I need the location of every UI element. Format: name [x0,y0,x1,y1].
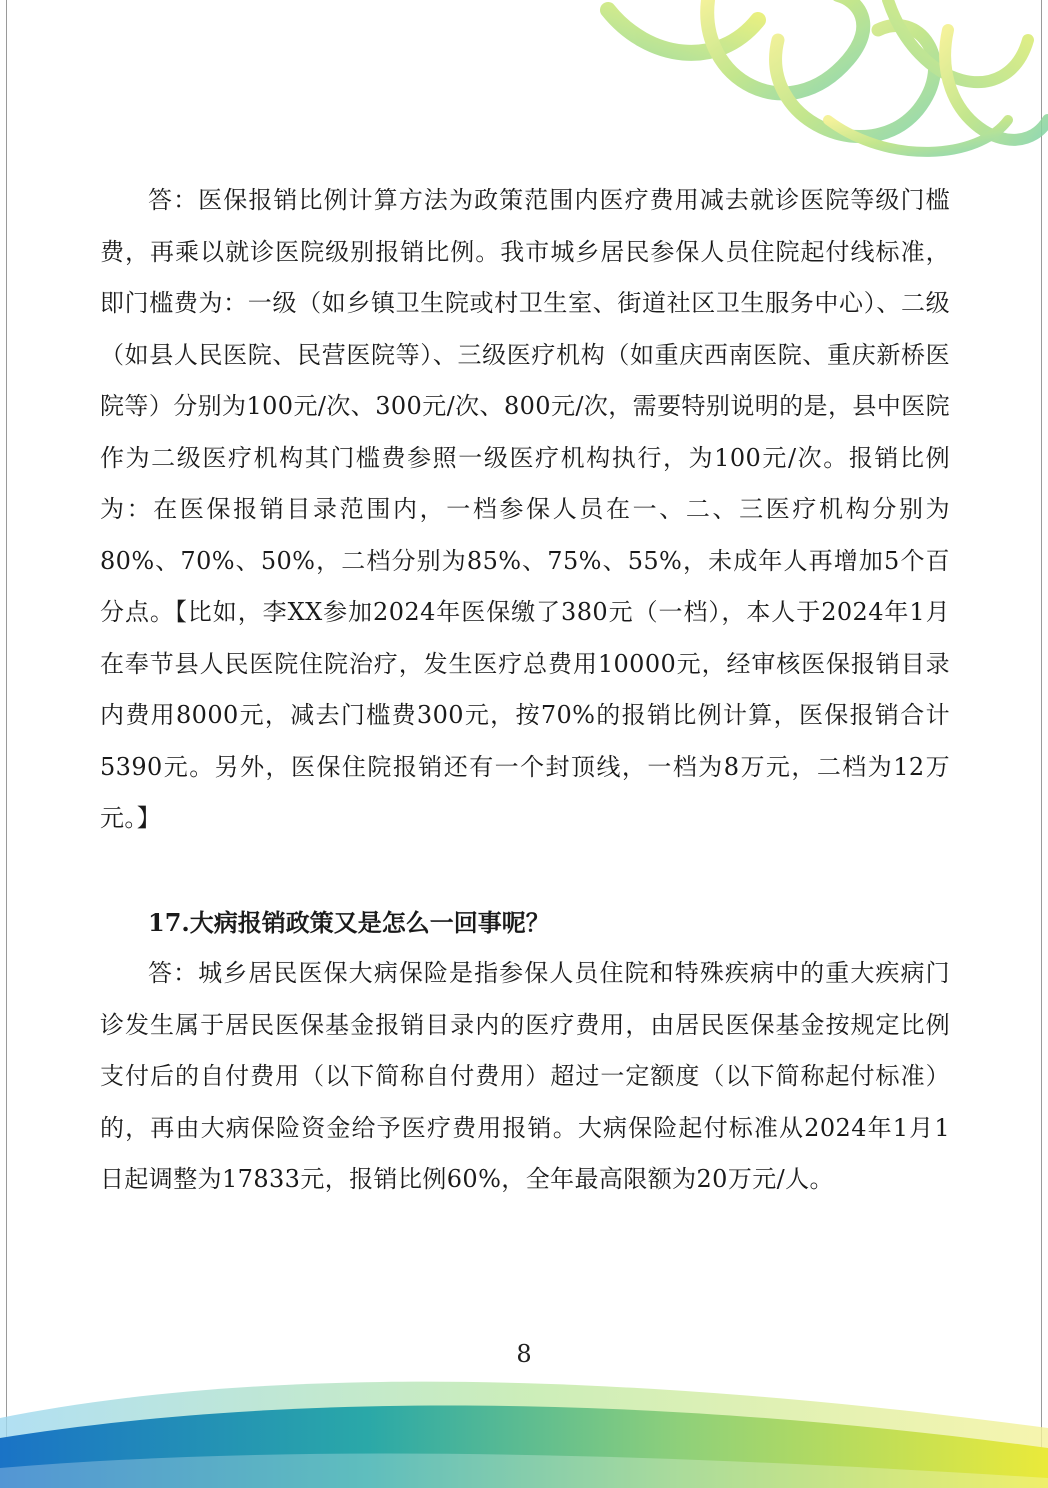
answer-16-paragraph: 答：医保报销比例计算方法为政策范围内医疗费用减去就诊医院等级门槛费，再乘以就诊医院级别报销比例。我市城乡居民参保人员住院起付线标准，即门槛费为：一级（如乡镇卫生院或村卫生室、街道社区卫生服务中心）、二级（如县人民医院、民营医院等）、三级医疗机构（如重庆西南医院、重庆新桥医院等）分别为100元/次、300元/次、800元/次，需要特别说明的是，县中医院作为二级医疗机构其门槛费参照一级医疗机构执行，为100元/次。报销比例为：在医保报销目录范围内，一档参保人员在一、二、三医疗机构分别为80%、70%、50%，二档分别为85%、75%、55%，未成年人再增加5个百分点。【比如，李XX参加2024年医保缴了380元（一档），本人于2024年1月在奉节县人民医院住院治疗，发生医疗总费用10000元，经审核医保报销目录内费用8000元，减去门槛费300元，按70%的报销比例计算，医保报销合计5390元。另外，医保住院报销还有一个封顶线，一档为8万元，二档为12万元。】 [100,186,950,832]
page-content [100,175,950,1206]
top-swirl-decoration [588,0,1048,175]
bottom-wave-decoration [0,1358,1048,1488]
answer-17-paragraph: 答：城乡居民医保大病保险是指参保人员住院和特殊疾病中的重大疾病门诊发生属于居民医保基金报销目录内的医疗费用，由居民医保基金按规定比例支付后的自付费用（以下简称自付费用）超过一定额度（以下简称起付标准）的，再由大病保险资金给予医疗费用报销。大病保险起付标准从2024年1月1日起调整为17833元，报销比例60%，全年最高限额为20万元/人。 [100,959,950,1193]
question-17-heading: 17.大病报销政策又是怎么一回事呢？ [148,907,550,937]
page-number: 8 [516,1340,532,1368]
